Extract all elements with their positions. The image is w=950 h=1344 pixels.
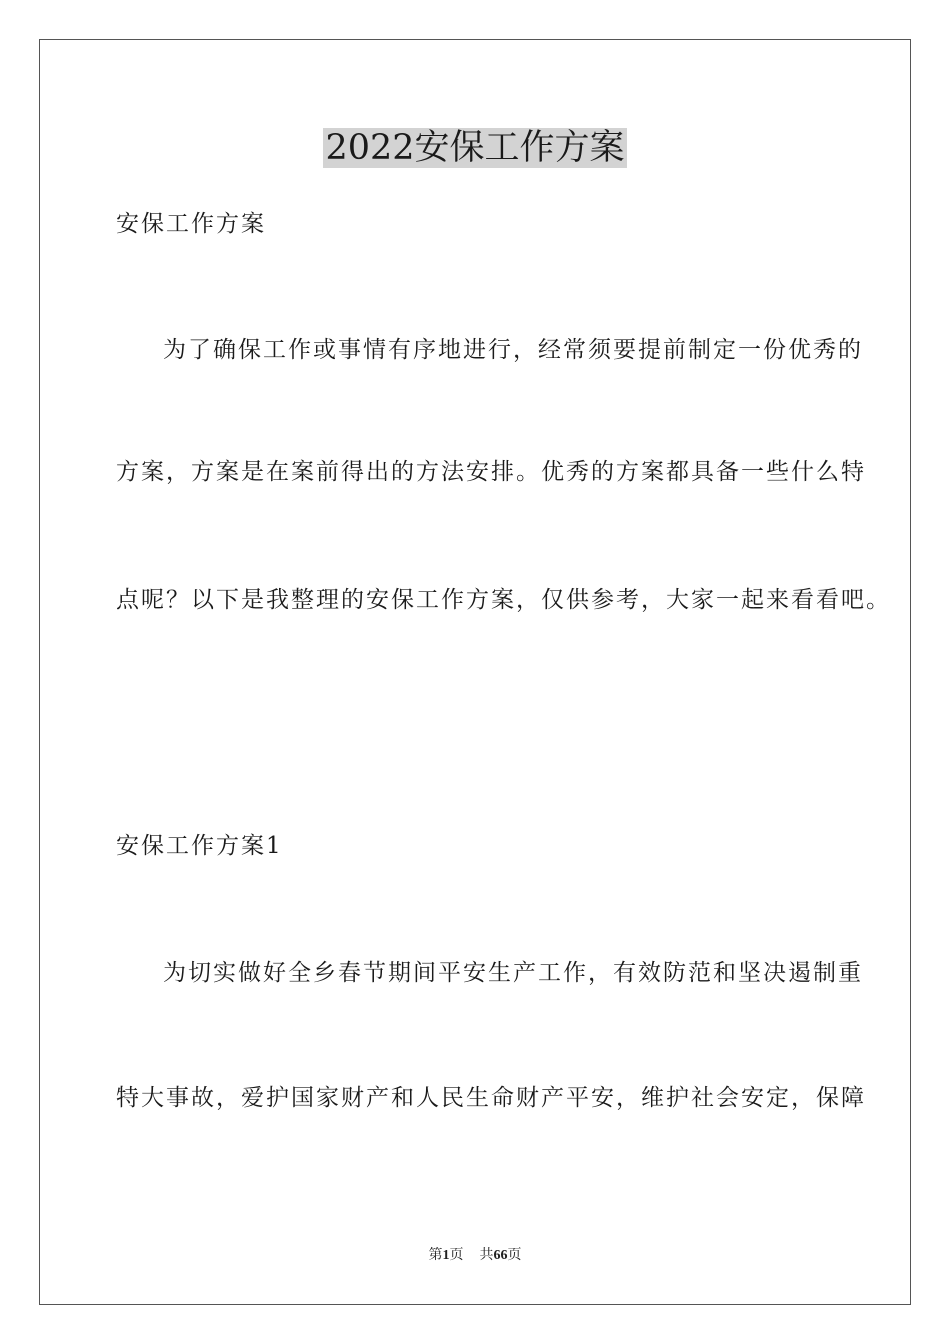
document-subtitle: 安保工作方案 [116, 211, 266, 237]
document-title [0, 126, 950, 170]
intro-line-1: 为了确保工作或事情有序地进行，经常须要提前制定一份优秀的 [163, 337, 863, 363]
footer-page-number: 1 [442, 1248, 450, 1263]
footer-page-suffix: 页 [449, 1248, 464, 1263]
document-title-text: 2022安保工作方案 [325, 128, 625, 168]
section-line-2: 特大事故，爱护国家财产和人民生命财产平安，维护社会安定，保障 [116, 1085, 866, 1111]
intro-line-3: 点呢？以下是我整理的安保工作方案，仅供参考，大家一起来看看吧。 [116, 587, 891, 613]
footer-total-prefix: 共 [479, 1248, 494, 1263]
intro-line-2: 方案，方案是在案前得出的方法安排。优秀的方案都具备一些什么特 [116, 459, 866, 485]
page-footer [0, 1247, 950, 1265]
footer-page-prefix: 第 [428, 1248, 443, 1263]
footer-total-suffix: 页 [507, 1248, 522, 1263]
footer-total-pages: 66 [493, 1248, 508, 1263]
section-line-1: 为切实做好全乡春节期间平安生产工作，有效防范和坚决遏制重 [163, 960, 863, 986]
section-heading: 安保工作方案1 [116, 833, 283, 859]
